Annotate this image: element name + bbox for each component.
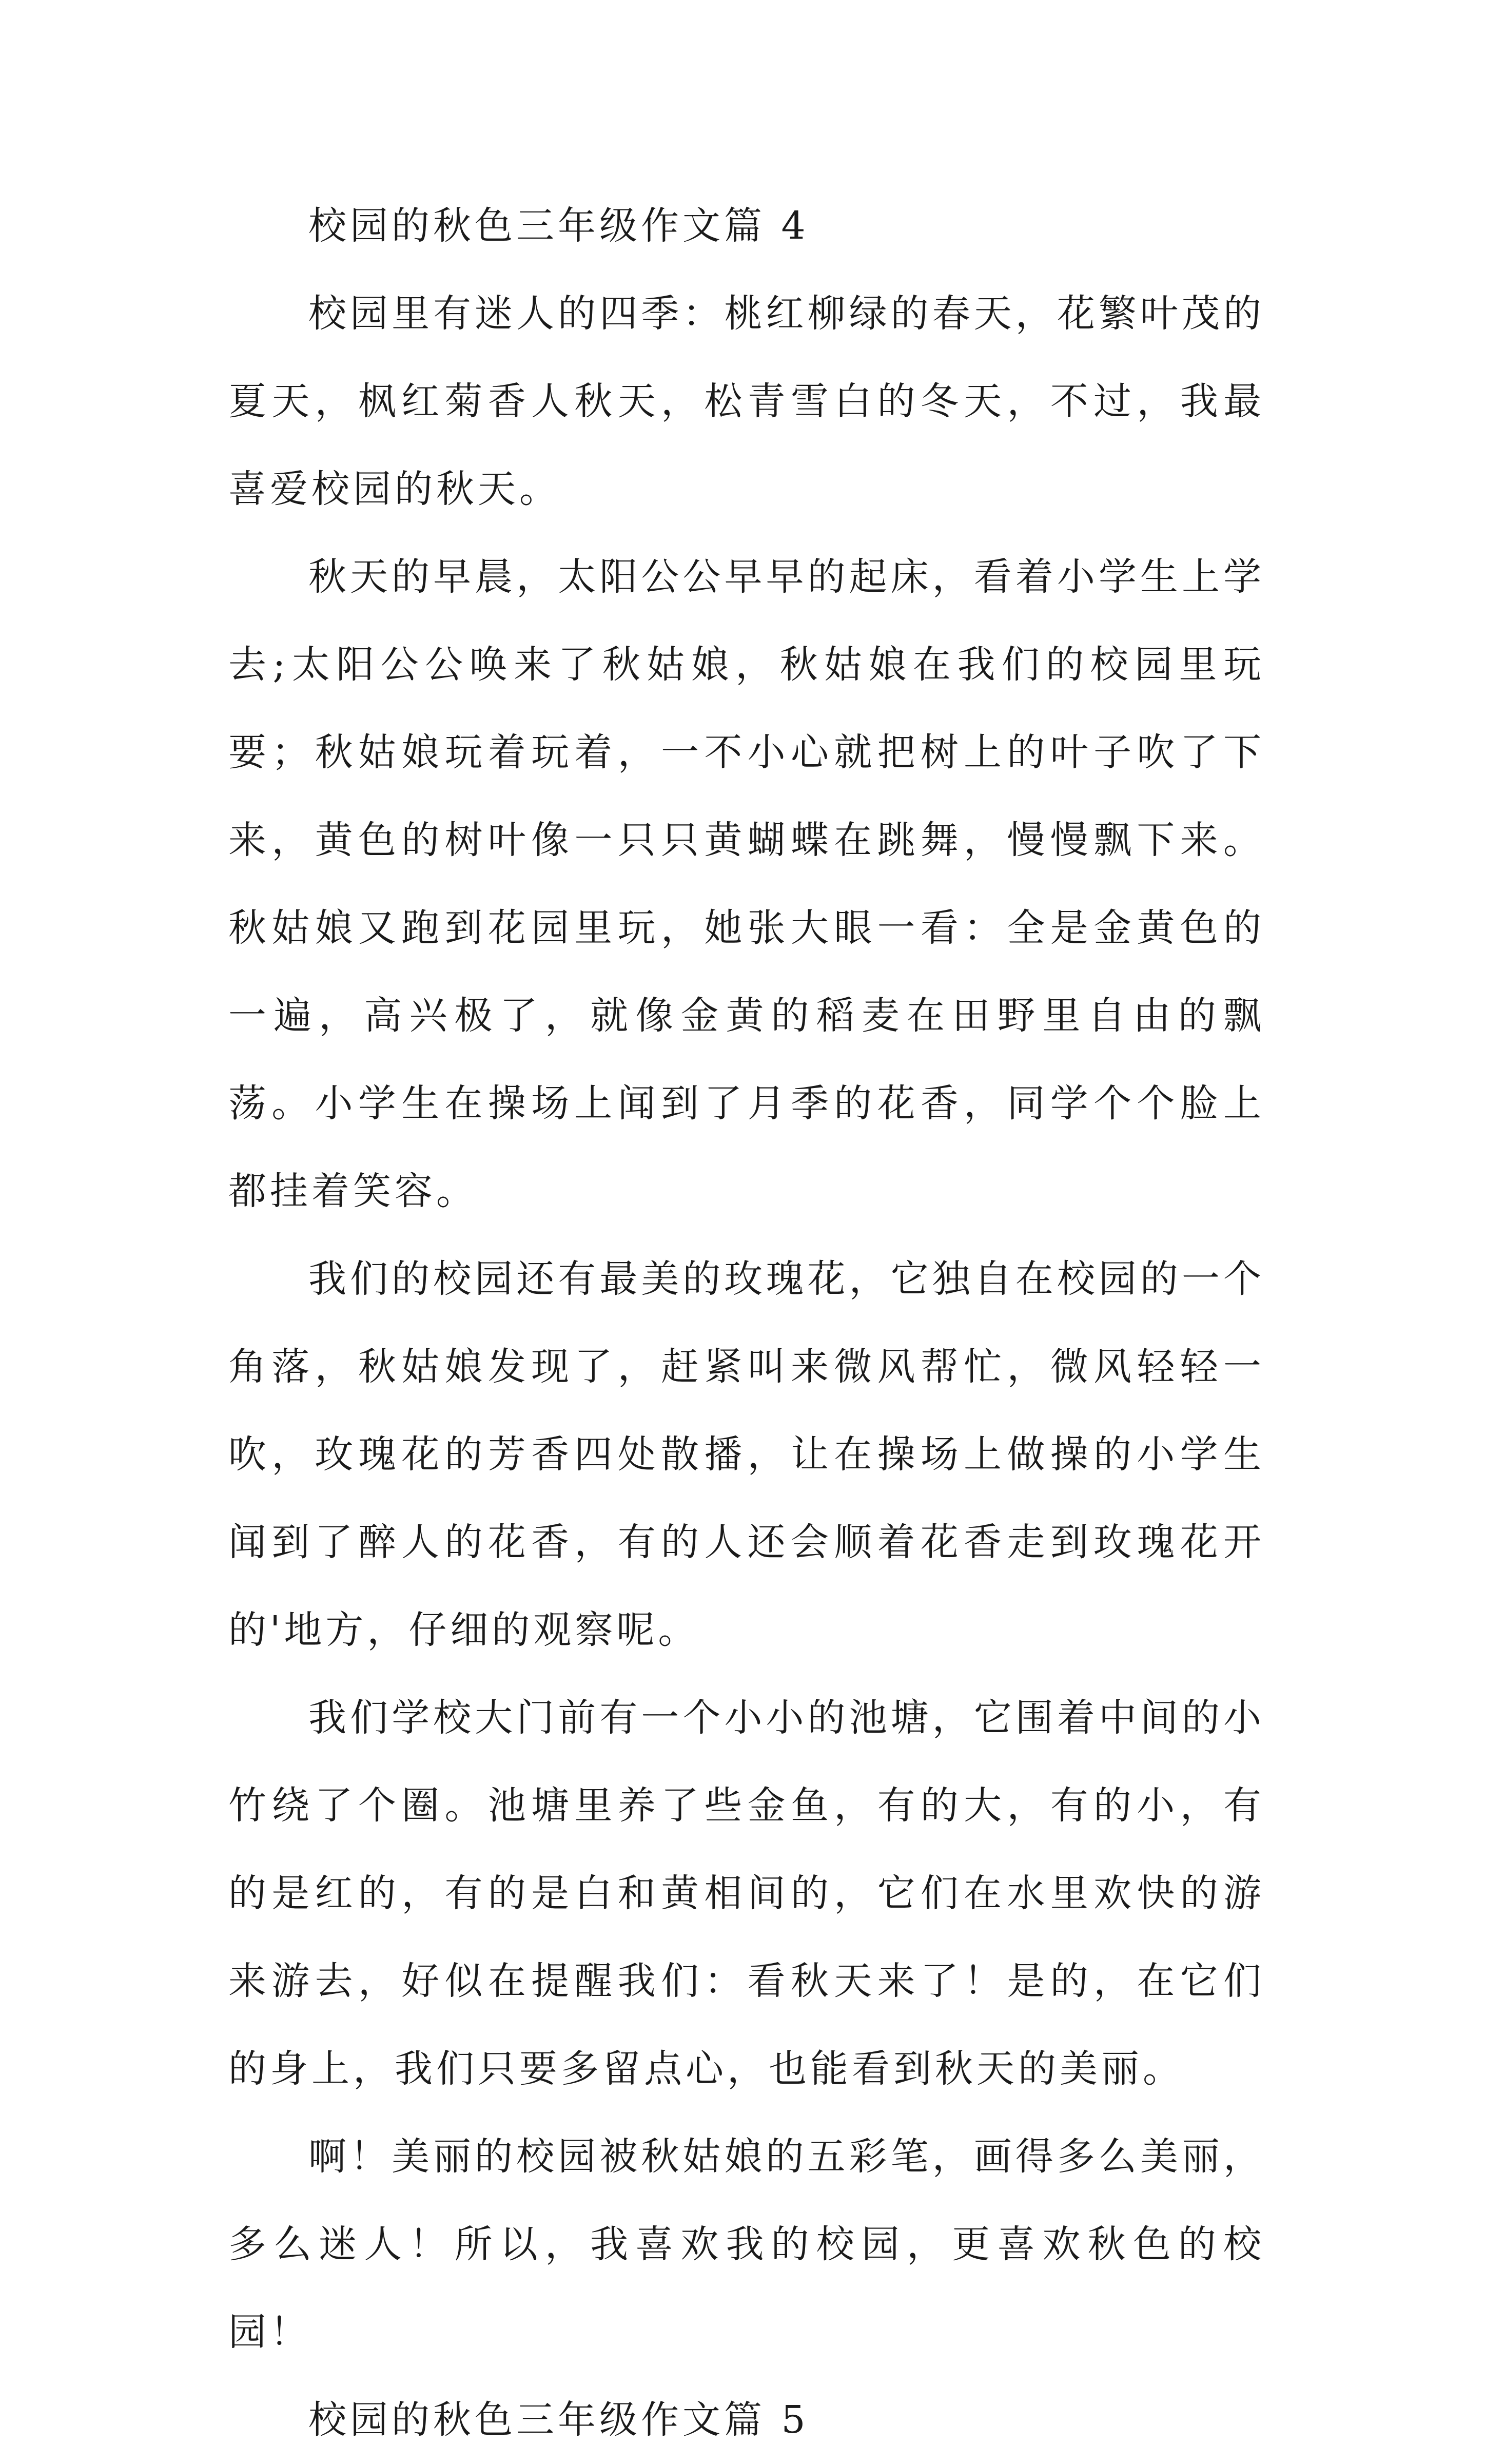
paragraph-2: 秋天的早晨，太阳公公早早的起床，看着小学生上学去;太阳公公唤来了秋姑娘，秋姑娘在我们的校园里玩要；秋姑娘玩着玩着，一不小心就把树上的叶子吹了下来，黄色的树叶像一只只黄蝴蝶在跳舞，慢慢飘下来。秋姑娘又跑到花园里玩，她张大眼一看：全是金黄色的一遍，高兴极了，就像金黄的稻麦在田野里自由的飘荡。小学生在操场上闻到了月季的花香，同学个个脸上都挂着笑容。 [228, 555, 1265, 1213]
section-heading-4: 校园的秋色三年级作文篇 4 [308, 204, 809, 248]
paragraph-1: 校园里有迷人的四季：桃红柳绿的春天，花繁叶茂的夏天，枫红菊香人秋天，松青雪白的冬天，不过，我最喜爱校园的秋天。 [228, 292, 1265, 511]
section-heading-5: 校园的秋色三年级作文篇 5 [308, 2398, 809, 2442]
paragraph-4: 我们学校大门前有一个小小的池塘，它围着中间的小竹绕了个圈。池塘里养了些金鱼，有的大，有的小，有的是红的，有的是白和黄相间的，它们在水里欢快的游来游去，好似在提醒我们：看秋天来了！是的，在它们的身上，我们只要多留点心，也能看到秋天的美丽。 [228, 1696, 1265, 2091]
document-body [228, 182, 1265, 2464]
paragraph-5: 啊！美丽的校园被秋姑娘的五彩笔，画得多么美丽，多么迷人！所以，我喜欢我的校园，更喜欢秋色的校园！ [228, 2135, 1265, 2354]
paragraph-3: 我们的校园还有最美的玫瑰花，它独自在校园的一个角落，秋姑娘发现了，赶紧叫来微风帮忙，微风轻轻一吹，玫瑰花的芳香四处散播，让在操场上做操的小学生闻到了醉人的花香，有的人还会顺着花香走到玫瑰花开的'地方，仔细的观察呢。 [228, 1257, 1265, 1652]
